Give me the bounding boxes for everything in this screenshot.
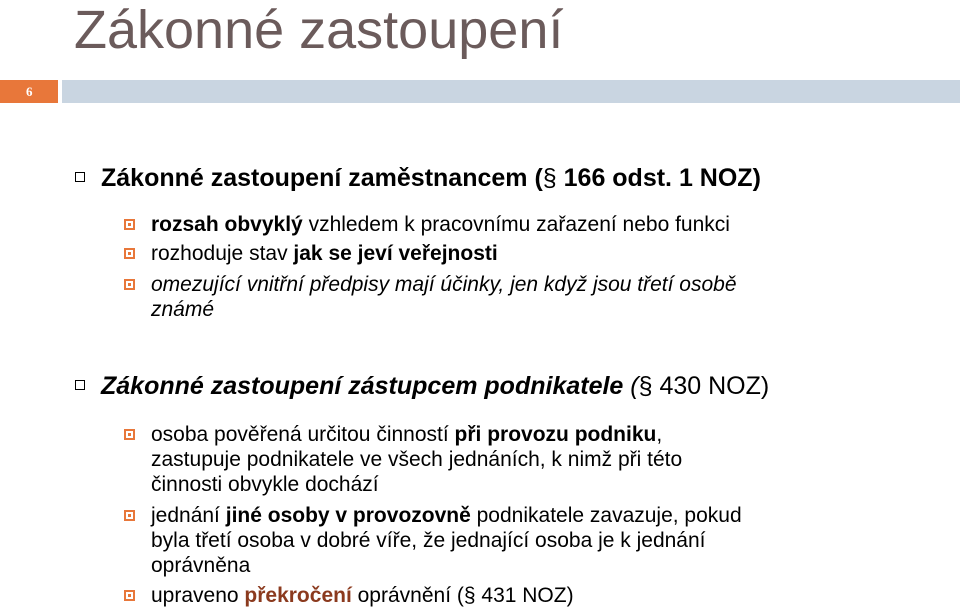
orange-square-bullet-icon bbox=[124, 510, 135, 521]
header-bar bbox=[62, 80, 960, 103]
orange-square-bullet-icon bbox=[124, 429, 135, 440]
slide-title: Zákonné zastoupení bbox=[74, 0, 564, 60]
slide-number: 6 bbox=[0, 80, 58, 103]
square-bullet-icon bbox=[75, 380, 85, 390]
square-bullet-icon bbox=[75, 172, 85, 182]
orange-square-bullet-icon bbox=[124, 219, 135, 230]
orange-square-bullet-icon bbox=[124, 279, 135, 290]
orange-square-bullet-icon bbox=[124, 248, 135, 259]
orange-square-bullet-icon bbox=[124, 590, 135, 601]
